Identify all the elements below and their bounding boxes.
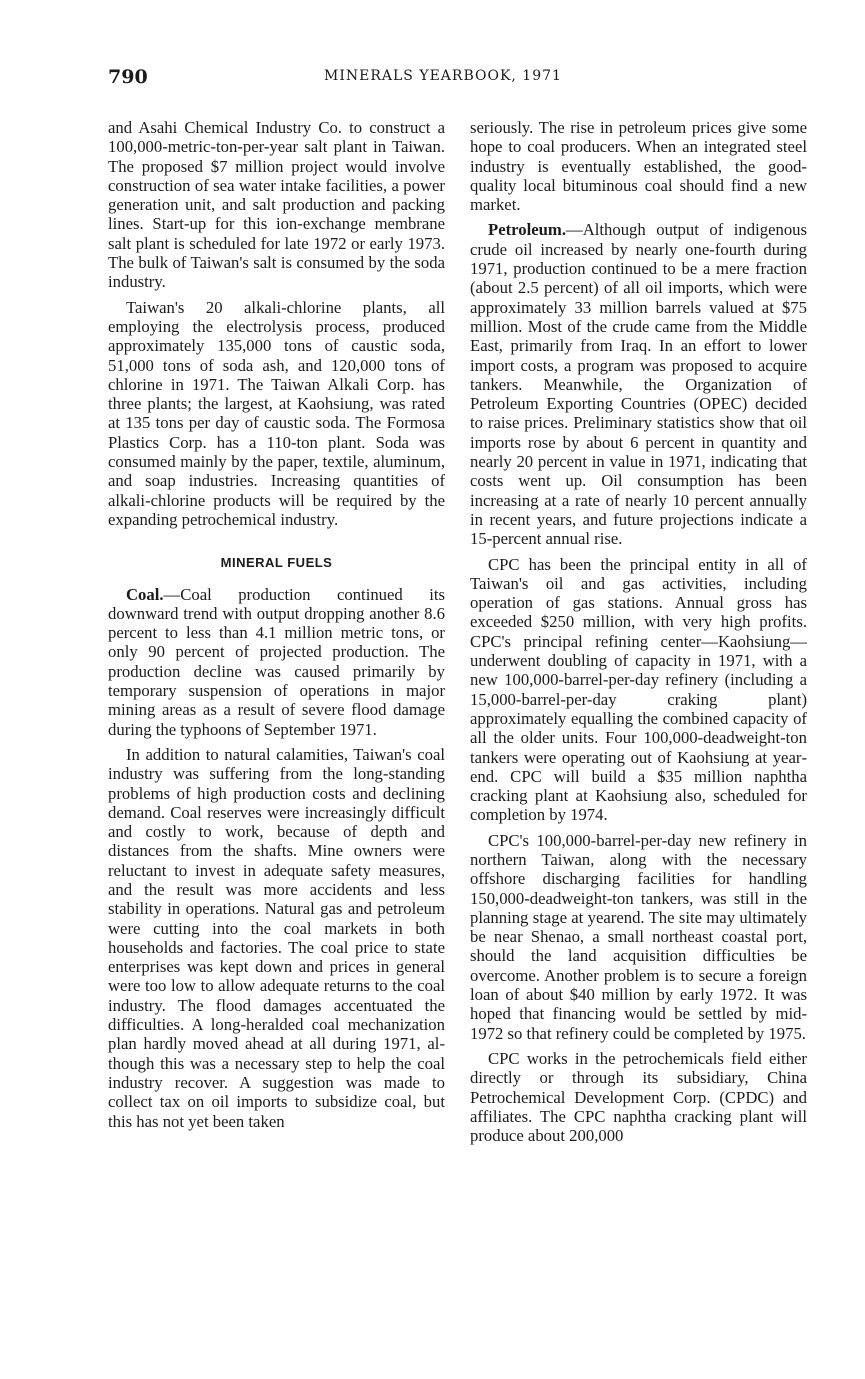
run-in-heading-coal: Coal. — [126, 584, 164, 604]
running-head: MINERALS YEARBOOK, 1971 — [324, 68, 562, 84]
paragraph-text: —Coal production continued its downward trend with output dropping another 8.6 percent to less than 4.1 million metric tons, or only 90 percent of projected production. The production decline was caused primarily by temporary suspension of operations in major mining areas as a result of severe flood damage during the typhoons of September 1971. — [108, 584, 445, 739]
paragraph: and Asahi Chemical Industry Co. to construct a 100,000-metric-ton-per-year salt plant in Taiwan. The proposed $7 million project would involve construction of sea water intake facilities, a power generation unit, and salt production and packing lines. Start-up for this ion-exchange membrane salt plant is scheduled for late 1972 or early 1973. The bulk of Taiwan's salt is consumed by the soda industry. — [108, 118, 445, 292]
page-number: 790 — [108, 66, 148, 88]
paragraph: seriously. The rise in petroleum prices give some hope to coal producers. When an integrated steel industry is eventually established, the good-quality local bituminous coal should find a new market. — [470, 118, 807, 215]
right-column — [470, 118, 807, 1151]
paragraph-text: —Although output of indigenous crude oil increased by nearly one-fourth during 1971, production continued to be a mere fraction (about 2.5 percent) of all oil imports, which were approximately 33 million barrels valued at $75 million. Most of the crude came from the Middle East, primarily from Iraq. In an effort to lower import costs, a program was proposed to acquire tankers. Meanwhile, the Organization of Petroleum Exporting Countries (OPEC) decided to raise prices. Preliminary statistics show that oil imports rose by about 6 percent in quantity and nearly 20 percent in value in 1971, indicating that costs went up. Oil consumption has been increasing at a rate of nearly 10 percent annually in recent years, and future projections indicate a 15-percent annual rise. — [470, 220, 807, 549]
paragraph: CPC's 100,000-barrel-per-day new refinery in northern Taiwan, along with the necessary offshore discharging facilities for handling 150,000-deadweight-ton tankers, was still in the planning stage at yearend. The site may ultimately be near Shenao, a small northeast coastal port, should the land acquisition difficulties be overcome. Another problem is to secure a foreign loan of about $40 million by early 1972. It was hoped that financing would be settled by mid-1972 so that refinery could be completed by 1975. — [470, 830, 807, 1043]
page-header — [108, 66, 808, 92]
left-column — [108, 118, 445, 1137]
paragraph: In addition to natural calamities, Taiwan's coal industry was suffering from the long-standing problems of high production costs and declining demand. Coal reserves were increasingly difficult and costly to work, because of depth and distances from the shafts. Mine owners were reluctant to invest in adequate safety measures, and the result was more accidents and less stability in operations. Natural gas and petroleum were cutting into the coal markets in both households and factories. The coal price to state enterprises was kept down and prices in general were too low to allow adequate returns to the coal industry. The flood damages accentuated the difficulties. A long-heralded coal mechanization plan hardly moved ahead at all during 1971, although this was a necessary step to help the coal industry recover. A suggestion was made to collect tax on oil imports to subsidize coal, but this has not yet been taken — [108, 744, 445, 1131]
paragraph-petroleum — [470, 220, 807, 548]
paragraph: CPC has been the principal entity in all of Taiwan's oil and gas activities, including operation of gas stations. Annual gross has exceeded $250 million, with very high profits. CPC's principal refining center—Kaohsiung—underwent doubling of capacity in 1971, with a new 100,000-barrel-per-day refinery (including a 15,000-barrel-per-day craking plant) approximately equalling the combined capacity of all the older units. Four 100,000-deadweight-ton tankers were operating out of Kaohsiung at yearend. CPC will build a $35 million naphtha cracking plant at Kaohsiung also, scheduled for completion by 1974. — [470, 554, 807, 825]
paragraph-coal — [108, 585, 445, 739]
section-heading-mineral-fuels: MINERAL FUELS — [220, 555, 333, 571]
paragraph: Taiwan's 20 alkali-chlorine plants, all employing the electrolysis process, produced approximately 135,000 tons of caustic soda, 51,000 tons of soda ash, and 120,000 tons of chlorine in 1971. The Taiwan Alkali Corp. has three plants; the largest, at Kaohsiung, was rated at 135 tons per day of caustic soda. The Formosa Plastics Corp. has a 110-ton plant. Soda was consumed mainly by the paper, textile, aluminum, and soap industries. Increasing quantities of alkali-chlorine products will be required by the expanding petrochemical industry. — [108, 297, 445, 529]
run-in-heading-petroleum: Petroleum. — [488, 220, 567, 240]
paragraph: CPC works in the petrochemicals field either directly or through its subsidiary, China Petrochemical Development Corp. (CPDC) and affiliates. The CPC naphtha cracking plant will produce about 200,000 — [470, 1048, 807, 1146]
